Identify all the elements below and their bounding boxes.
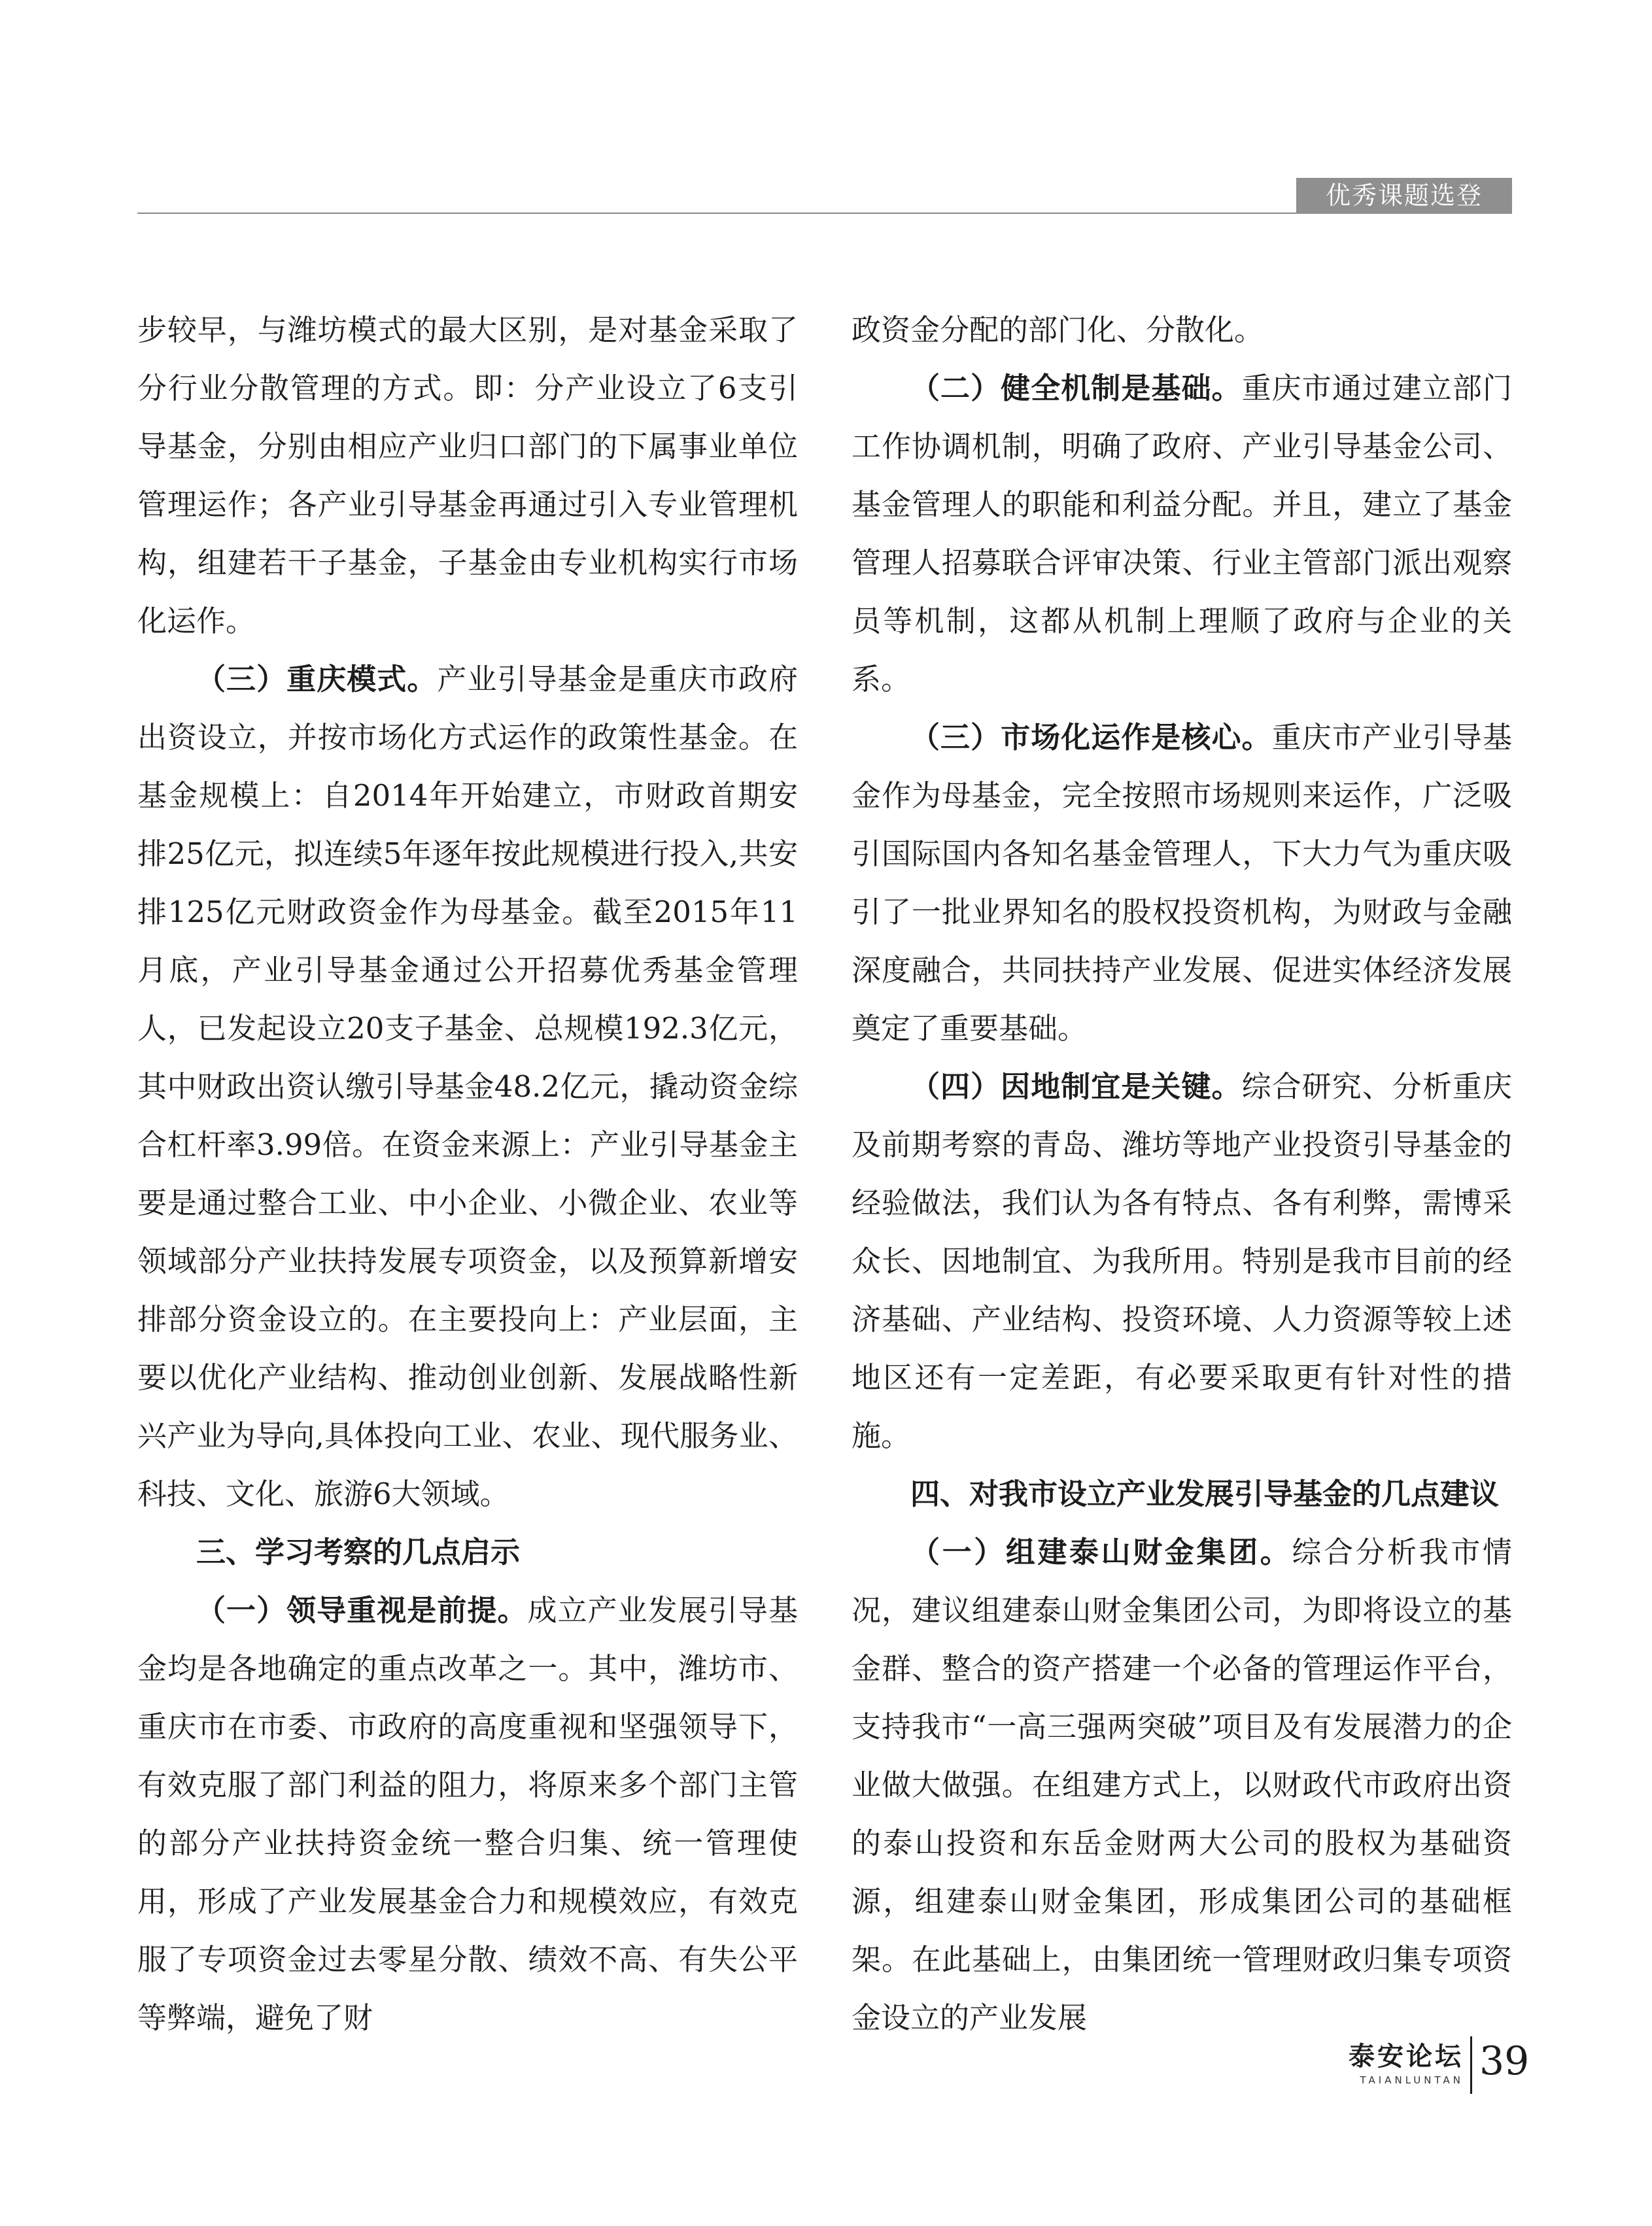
paragraph: 步较早，与潍坊模式的最大区别，是对基金采取了分行业分散管理的方式。即：分产业设立了6支引导基金，分别由相应产业归口部门的下属事业单位管理运作；各产业引导基金再通过引入专业管理机构，组建若干子基金，子基金由专业机构实行市场化运作。 xyxy=(137,313,798,638)
paragraph xyxy=(852,708,1512,1057)
paragraph-body: 综合分析我市情况，建议组建泰山财金集团公司，为即将设立的基金群、整合的资产搭建一个必备的管理运作平台，支持我市“一高三强两突破”项目及有发展潜力的企业做大做强。在组建方式上，以财政代市政府出资的泰山投资和东岳金财两大公司的股权为基础资源，组建泰山财金集团，形成集团公司的基础框架。在此基础上，由集团统一管理财政归集专项资金设立的产业发展 xyxy=(852,1535,1512,2035)
paragraph-body: 重庆市产业引导基金作为母基金，完全按照市场规则来运作，广泛吸引国际国内各知名基金管理人，下大力气为重庆吸引了一批业界知名的股权投资机构，为财政与金融深度融合，共同扶持产业发展、促进实体经济发展奠定了重要基础。 xyxy=(852,720,1512,1046)
paragraph-lead: （三）重庆模式。 xyxy=(196,662,438,696)
footer-brand xyxy=(1321,2040,1464,2087)
section-title: 优秀课题选登 xyxy=(1296,178,1512,214)
section-heading: 四、对我市设立产业发展引导基金的几点建议 xyxy=(910,1477,1500,1511)
paragraph xyxy=(137,1581,798,2047)
paragraph-lead: （二）健全机制是基础。 xyxy=(910,371,1242,405)
paragraph-body: 重庆市通过建立部门工作协调机制，明确了政府、产业引导基金公司、基金管理人的职能和利益分配。并且，建立了基金管理人招募联合评审决策、行业主管部门派出观察员等机制，这都从机制上理顺了政府与企业的关系。 xyxy=(852,371,1512,696)
paragraph xyxy=(852,359,1512,708)
paragraph: 政资金分配的部门化、分散化。 xyxy=(852,313,1264,347)
brand-name-latin: TAIANLUNTAN xyxy=(1360,2074,1464,2086)
paragraph-body: 综合研究、分析重庆及前期考察的青岛、潍坊等地产业投资引导基金的经验做法，我们认为各有特点、各有利弊，需博采众长、因地制宜、为我所用。特别是我市目前的经济基础、产业结构、投资环境、人力资源等较上述地区还有一定差距，有必要采取更有针对性的措施。 xyxy=(852,1069,1512,1453)
paragraph-body: 成立产业发展引导基金均是各地确定的重点改革之一。其中，潍坊市、重庆市在市委、市政府的高度重视和坚强领导下，有效克服了部门利益的阻力，将原来多个部门主管的部分产业扶持资金统一整合归集、统一管理使用，形成了产业发展基金合力和规模效应，有效克服了专项资金过去零星分散、绩效不高、有失公平等弊端，避免了财 xyxy=(137,1593,798,2035)
paragraph-lead: （三）市场化运作是核心。 xyxy=(910,720,1272,755)
brand-name: 泰安论坛 xyxy=(1349,2042,1464,2072)
paragraph-lead: （一）领导重视是前提。 xyxy=(196,1593,528,1628)
paragraph-lead: （一）组建泰山财金集团。 xyxy=(910,1535,1292,1569)
footer-divider xyxy=(1470,2036,1472,2094)
section-heading: 三、学习考察的几点启示 xyxy=(196,1535,521,1569)
page-number: 39 xyxy=(1479,2038,1530,2084)
left-column xyxy=(137,301,798,2047)
paragraph xyxy=(137,650,798,1523)
right-column xyxy=(852,301,1512,2047)
paragraph xyxy=(852,1523,1512,2047)
paragraph xyxy=(852,1057,1512,1465)
paragraph-body: 产业引导基金是重庆市政府出资设立，并按市场化方式运作的政策性基金。在基金规模上：自2014年开始建立，市财政首期安排25亿元，拟连续5年逐年按此规模进行投入,共安排125亿元财政资金作为母基金。截至2015年11月底，产业引导基金通过公开招募优秀基金管理人，已发起设立20支子基金、总规模192.3亿元，其中财政出资认缴引导基金48.2亿元，撬动资金综合杠杆率3.99倍。在资金来源上：产业引导基金主要是通过整合工业、中小企业、小微企业、农业等领域部分产业扶持发展专项资金，以及预算新增安排部分资金设立的。在主要投向上：产业层面，主要以优化产业结构、推动创业创新、发展战略性新兴产业为导向,具体投向工业、农业、现代服务业、科技、文化、旅游6大领域。 xyxy=(137,662,798,1511)
paragraph-lead: （四）因地制宜是关键。 xyxy=(910,1069,1242,1104)
